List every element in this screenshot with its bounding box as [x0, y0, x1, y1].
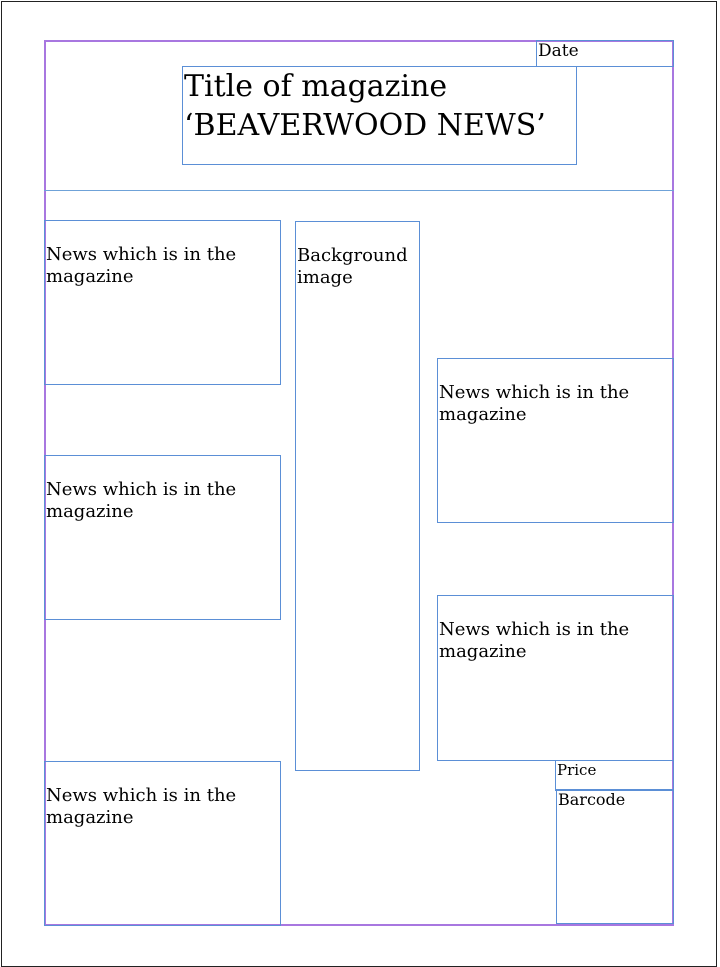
- date-label: Date: [538, 41, 579, 61]
- news-label: News which is in the magazine: [46, 243, 237, 287]
- title-line-2: ‘BEAVERWOOD NEWS’: [184, 108, 546, 143]
- title-box: [182, 66, 577, 165]
- news-box-right-2: [437, 595, 674, 761]
- news-label: News which is in the magazine: [46, 784, 237, 828]
- background-image-box: [295, 221, 420, 771]
- news-box-left-1: [44, 220, 281, 385]
- news-label: News which is in the magazine: [439, 381, 630, 425]
- barcode-label: Barcode: [558, 790, 626, 809]
- barcode-box: [556, 789, 674, 924]
- date-box: [536, 40, 674, 67]
- news-label: News which is in the magazine: [439, 618, 630, 662]
- title-line-1: Title of magazine: [184, 69, 448, 104]
- price-label: Price: [557, 761, 597, 779]
- news-box-left-2: [44, 455, 281, 620]
- background-image-label: Background image: [297, 244, 408, 288]
- news-box-left-3: [44, 761, 281, 926]
- news-box-right-1: [437, 358, 674, 523]
- news-label: News which is in the magazine: [46, 478, 237, 522]
- price-box: [555, 760, 674, 791]
